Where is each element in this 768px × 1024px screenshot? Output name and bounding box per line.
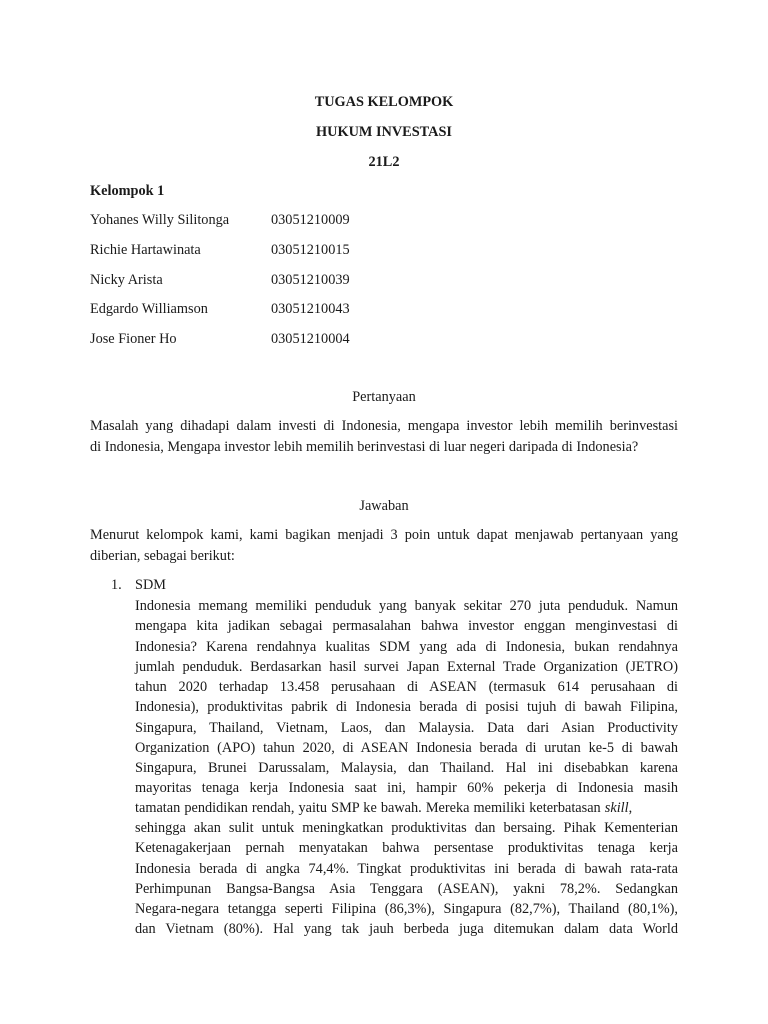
answer-heading: Jawaban <box>359 498 409 514</box>
body-line: Singapura, Thailand, Vietnam, Laos, dan Malaysia. Data dari Asian Productivity <box>135 720 678 736</box>
body-line: Ketenagakerjaan pernah menyatakan bahwa persentase produktivitas tenaga kerja <box>135 840 678 856</box>
body-line: Singapura, Brunei Darussalam, Malaysia, dan Thailand. Hal ini disebabkan karena <box>135 760 678 776</box>
member-name: Jose Fioner Ho <box>90 331 177 347</box>
list-number: 1. <box>111 577 122 593</box>
member-id: 03051210009 <box>271 212 350 228</box>
body-line: mengapa kita jadikan sebagai permasalahan bahwa investor enggan menginvestasi di <box>135 618 678 634</box>
question-line: Masalah yang dihadapi dalam investi di Indonesia, mengapa investor lebih memilih berinvestasi <box>90 418 678 434</box>
body-line: dan Vietnam (80%). Hal yang tak jauh berbeda juga ditemukan dalam data World <box>135 921 678 937</box>
punctuation: , <box>628 800 633 816</box>
document-title: TUGAS KELOMPOK <box>314 94 454 110</box>
body-line-with-italic <box>135 798 678 818</box>
body-line: mayoritas tenaga kerja Indonesia saat ini, hampir 60% pekerja di Indonesia masih <box>135 780 678 796</box>
point-title: SDM <box>135 577 166 593</box>
body-line: Organization (APO) tahun 2020, di ASEAN Indonesia berada di urutan ke-5 di bawah <box>135 740 678 756</box>
answer-intro-line: Menurut kelompok kami, kami bagikan menjadi 3 poin untuk dapat menjawab pertanyaan yang <box>90 527 678 543</box>
answer-intro-line: diberian, sebagai berikut: <box>90 548 235 564</box>
group-label: Kelompok 1 <box>90 183 165 199</box>
member-id: 03051210043 <box>271 301 350 317</box>
member-id: 03051210004 <box>271 331 350 347</box>
question-line: di Indonesia, Mengapa investor lebih memilih berinvestasi di luar negeri daripada di Indonesia? <box>90 439 639 455</box>
member-name: Edgardo Williamson <box>90 301 208 317</box>
member-id: 03051210039 <box>271 272 350 288</box>
body-line: Perhimpunan Bangsa-Bangsa Asia Tenggara (ASEAN), yakni 78,2%. Sedangkan <box>135 881 678 897</box>
question-heading: Pertanyaan <box>352 389 416 405</box>
body-line: Indonesia berada di angka 74,4%. Tingkat produktivitas ini berada di bawah rata-rata <box>135 861 678 877</box>
body-line: Indonesia? Karena rendahnya kualitas SDM yang ada di Indonesia, bukan rendahnya <box>135 639 678 655</box>
member-name: Yohanes Willy Silitonga <box>90 212 230 228</box>
class-code: 21L2 <box>368 154 400 170</box>
member-id: 03051210015 <box>271 242 350 258</box>
body-line: Negara-negara tetangga seperti Filipina (86,3%), Singapura (82,7%), Thailand (80,1%), <box>135 901 678 917</box>
member-name: Richie Hartawinata <box>90 242 201 258</box>
body-line: tahun 2020 terhadap 13.458 perusahaan di ASEAN (termasuk 614 perusahaan di <box>135 679 678 695</box>
member-name: Nicky Arista <box>90 272 163 288</box>
course-name: HUKUM INVESTASI <box>316 124 452 140</box>
body-line: Indonesia), produktivitas pabrik di Indonesia berada di posisi tujuh di bawah Filipina, <box>135 699 678 715</box>
body-line: sehingga akan sulit untuk meningkatkan produktivitas dan bersaing. Pihak Kementerian <box>135 820 678 836</box>
body-text: tamatan pendidikan rendah, yaitu SMP ke bawah. Mereka memiliki keterbatasan <box>135 800 605 816</box>
body-line: Indonesia memang memiliki penduduk yang banyak sekitar 270 juta penduduk. Namun <box>135 598 678 614</box>
italic-term: skill <box>604 800 629 816</box>
body-line: jumlah penduduk. Berdasarkan hasil survei Japan External Trade Organization (JETRO) <box>135 659 678 675</box>
